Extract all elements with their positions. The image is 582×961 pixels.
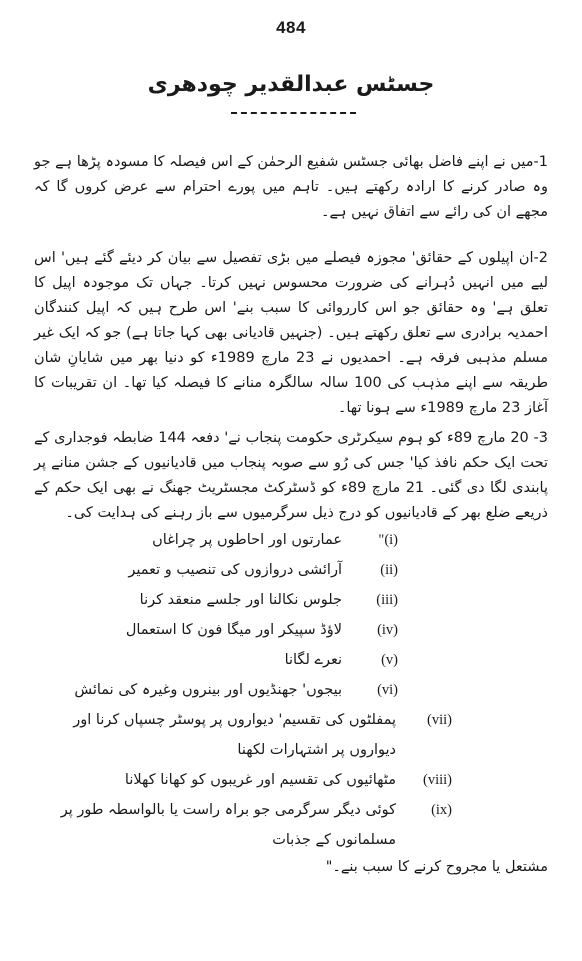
heading-underline [231,112,356,114]
list-item-number: (vi) [377,682,398,698]
list-item-continuation: مشتعل یا مجروح کرنے کا سبب بنے۔" [325,859,548,875]
list-item-number: (ix) [431,802,452,818]
list-item-number: (v) [381,652,398,668]
opening-quote-mark: " [378,532,385,548]
list-item-text: پمفلٹوں کی تقسیم' دیواروں پر پوسٹر چسپاں کرنا اور دیواروں پر اشتہارات لکھنا [73,712,396,758]
list-item [34,765,548,795]
list-item [34,705,548,765]
list-item [34,795,548,855]
list-item-text: جلوس نکالنا اور جلسے منعقد کرنا [139,592,342,608]
list-item [34,525,548,555]
list-item-number: "(i) [378,532,398,548]
list-item-number: (vii) [427,712,452,728]
list-item [34,645,548,675]
list-item-number: (viii) [423,772,452,788]
paragraph-3 [34,426,548,526]
list-item [34,585,548,615]
list-item [34,615,548,645]
page-number: 484 [276,18,306,37]
list-item-text: کوئی دیگر سرگرمی جو براہ راست یا بالواسطہ طور پر مسلمانوں کے جذبات [60,802,396,848]
paragraph-1 [34,150,548,225]
paragraph-2 [34,246,548,421]
list-item [34,555,548,585]
page-heading: جسٹس عبدالقدیر چودھری [147,72,435,97]
list-item-number: (iv) [377,622,398,638]
directive-list [34,525,548,880]
list-item-text: نعرے لگانا [284,652,342,668]
list-item-number: (iii) [376,592,398,608]
paragraph-1-text: 1-میں نے اپنے فاضل بھائی جسٹس شفیع الرحمٰن کے اس فیصلہ کا مسودہ پڑھا ہے جو وہ صادر کرنے کا ارادہ رکھتے ہیں۔ تاہم میں پورے احترام سے عرض کروں گا کہ مجھے ان کی رائے سے اتفاق نہیں ہے۔ [34,154,548,220]
list-item-text: بیجوں' جھنڈیوں اور بینروں وغیرہ کی نمائش [74,682,342,698]
list-item [34,675,548,705]
list-item-text: آرائشی دروازوں کی تنصیب و تعمیر [128,562,342,578]
list-item-number: (ii) [380,562,398,578]
paragraph-3-text: 3- 20 مارچ 89ء کو ہوم سیکرٹری حکومت پنجاب نے' دفعہ 144 ضابطہ فوجداری کے تحت ایک حکم نافذ کیا' جس کی رُو سے صوبہ پنجاب میں قادیانیوں کے جشن منانے پر پابندی لگا دی گئی۔ 21 مارچ 89ء کو ڈسٹرکٹ مجسٹریٹ جھنگ نے بھی ایک حکم کے ذریعے ضلع بھر کے قادیانیوں کو درج ذیل سرگرمیوں سے باز رہنے کی ہدایت کی۔ [34,430,549,521]
paragraph-2-text: 2-ان اپیلوں کے حقائق' مجوزہ فیصلے میں بڑی تفصیل سے بیان کر دیئے گئے ہیں' اس لیے میں انہیں دُہرانے کی ضرورت محسوس نہیں کرتا۔ جہاں تک موجودہ اپیل کا تعلق ہے' وہ حقائق جو اس کارروائی کا سبب بنے' اس طرح ہیں کہ اپیل کنندگان احمدیہ برادری سے تعلق رکھتے ہیں۔ (جنہیں قادیانی بھی کہا جاتا ہے) جو کہ ایک غیر مسلم مذہبی فرقہ ہے۔ احمدیوں نے 23 مارچ 1989ء کو دنیا بھر میں شایانِ شان طریقہ سے اپنے مذہب کی 100 سالہ سالگرہ منانے کا فیصلہ کیا تھا۔ ان تقریبات کا آغاز 23 مارچ 1989ء سے ہونا تھا۔ [34,250,548,416]
list-item-text: لاؤڈ سپیکر اور میگا فون کا استعمال [125,622,342,638]
list-item-text: عمارتوں اور احاطوں پر چراغاں [152,532,342,548]
list-item-text: مٹھائیوں کی تقسیم اور غریبوں کو کھانا کھلانا [124,772,396,788]
